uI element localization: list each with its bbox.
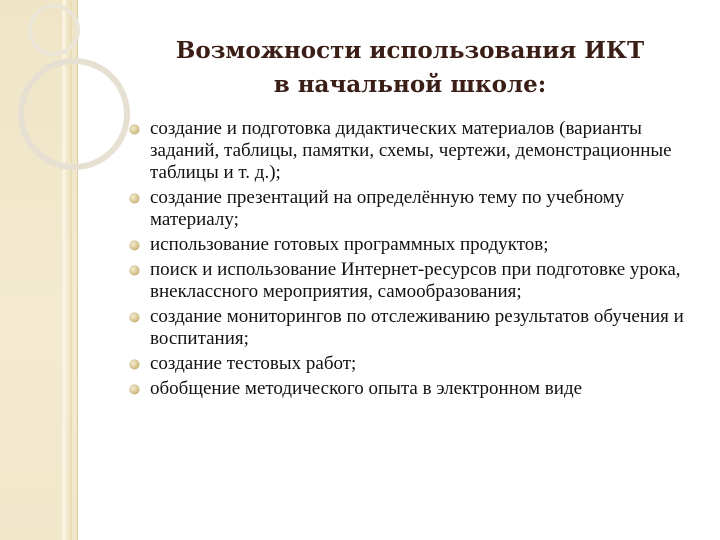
list-item bbox=[130, 118, 715, 184]
list-item bbox=[130, 353, 715, 375]
list-item-text: создание мониторингов по отслеживанию результатов обучения и воспитания; bbox=[150, 306, 684, 349]
title-line-1: Возможности использования ИКТ bbox=[175, 37, 645, 64]
bullet-icon bbox=[130, 241, 139, 250]
list-item bbox=[130, 306, 715, 350]
list-item bbox=[130, 378, 715, 400]
bullet-icon bbox=[130, 360, 139, 369]
decorative-ring-small bbox=[28, 4, 80, 56]
bullet-icon bbox=[130, 266, 139, 275]
list-item bbox=[130, 187, 715, 231]
bullet-icon bbox=[130, 194, 139, 203]
list-item-text: создание и подготовка дидактических материалов (варианты заданий, таблицы, памятки, схемы, чертежи, демонстрационные таблицы и т. д.); bbox=[150, 118, 672, 183]
bullet-icon bbox=[130, 313, 139, 322]
list-item-text: использование готовых программных продуктов; bbox=[150, 234, 549, 255]
bullet-icon bbox=[130, 125, 139, 134]
list-item-text: создание презентаций на определённую тему по учебному материалу; bbox=[150, 187, 625, 230]
list-item bbox=[130, 234, 715, 256]
bullet-icon bbox=[130, 385, 139, 394]
title-line-2: в начальной школе: bbox=[273, 71, 547, 98]
list-item-text: создание тестовых работ; bbox=[150, 353, 357, 374]
slide-title bbox=[110, 34, 710, 102]
list-item bbox=[130, 259, 715, 303]
bullet-list bbox=[130, 118, 715, 403]
list-item-text: поиск и использование Интернет-ресурсов при подготовке урока, внеклассного мероприятия, самообразования; bbox=[150, 259, 681, 302]
list-item-text: обобщение методического опыта в электронном виде bbox=[150, 378, 583, 399]
